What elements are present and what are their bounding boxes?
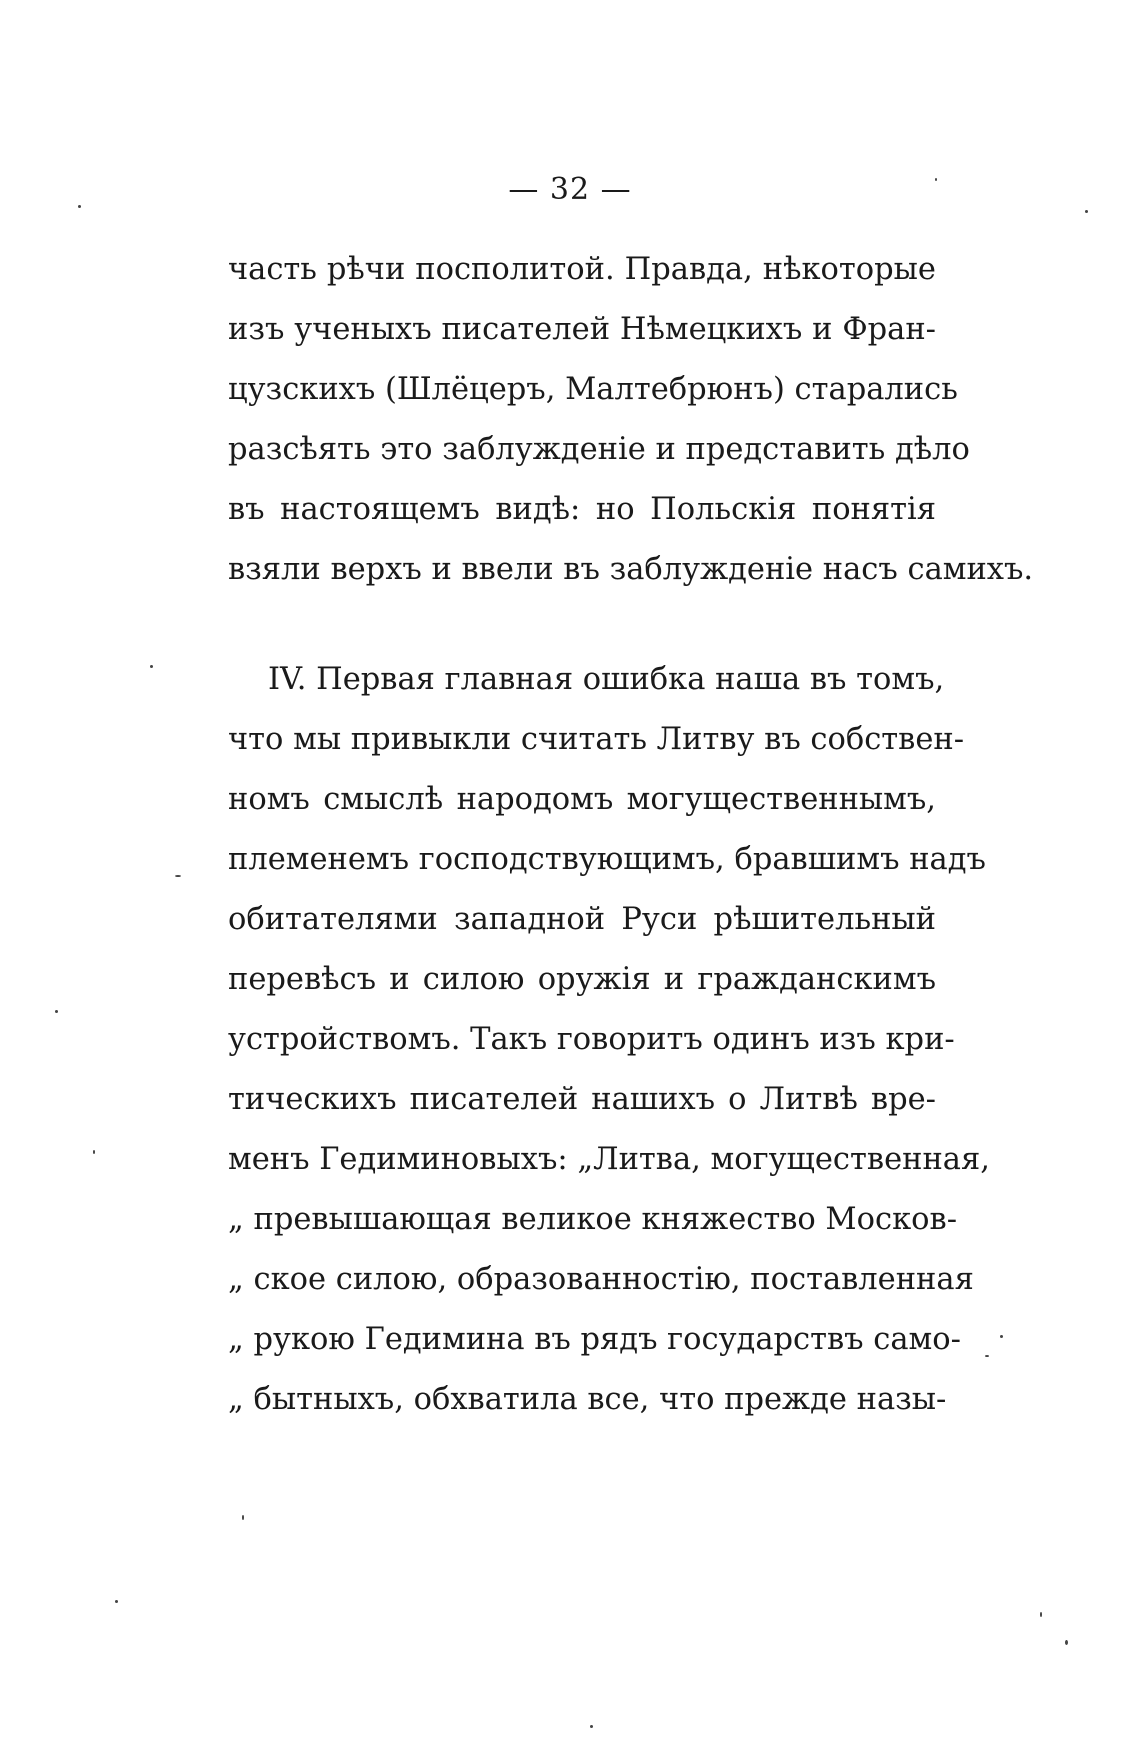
text-line: тическихъ писателей нашихъ о Литвѣ вре- bbox=[228, 1082, 936, 1117]
text-line: „ рукою Гедимина въ рядъ государствъ само- bbox=[228, 1322, 961, 1357]
text-line: „ превышающая великое княжество Москов- bbox=[228, 1202, 958, 1237]
scan-speck bbox=[935, 178, 937, 181]
scan-speck bbox=[1040, 1612, 1042, 1617]
text-line: цузскихъ (Шлёцеръ, Малтебрюнъ) старались bbox=[228, 372, 958, 407]
paragraph-2 bbox=[228, 650, 990, 1430]
scan-speck bbox=[175, 875, 181, 877]
text-line: что мы привыкли считать Литву въ собствен- bbox=[228, 722, 965, 757]
text-line: номъ смыслѣ народомъ могущественнымъ, bbox=[228, 782, 936, 817]
scan-speck bbox=[1065, 1640, 1068, 1645]
text-line: „ бытныхъ, обхватила все, что прежде назы- bbox=[228, 1382, 947, 1417]
scan-speck bbox=[93, 1150, 95, 1154]
text-line: IV. Первая главная ошибка наша въ томъ, bbox=[268, 662, 945, 697]
scan-speck bbox=[242, 1515, 244, 1520]
scan-speck bbox=[115, 1600, 118, 1603]
scan-speck bbox=[150, 665, 153, 668]
text-line: часть рѣчи посполитой. Правда, нѣкоторые bbox=[228, 252, 936, 287]
text-line: племенемъ господствующимъ, бравшимъ надъ bbox=[228, 842, 986, 877]
scan-speck bbox=[590, 1725, 593, 1728]
scan-speck bbox=[1085, 210, 1088, 213]
paragraph-1 bbox=[228, 240, 1034, 600]
text-line: изъ ученыхъ писателей Нѣмецкихъ и Фран- bbox=[228, 312, 936, 347]
page-number: — 32 — bbox=[508, 172, 632, 207]
text-line: обитателями западной Руси рѣшительный bbox=[228, 902, 936, 937]
scan-speck bbox=[78, 205, 81, 208]
text-line: устройствомъ. Такъ говоритъ одинъ изъ кри- bbox=[228, 1022, 955, 1057]
text-line: менъ Гедиминовыхъ: „Литва, могущественная, bbox=[228, 1142, 990, 1177]
text-line: разсѣять это заблужденіе и представить дѣло bbox=[228, 432, 970, 467]
text-line: взяли верхъ и ввели въ заблужденіе насъ самихъ. bbox=[228, 552, 1034, 587]
scan-speck bbox=[985, 1355, 989, 1357]
text-line: „ ское силою, образованностію, поставленная bbox=[228, 1262, 974, 1297]
scan-speck bbox=[55, 1010, 58, 1013]
text-line: въ настоящемъ видѣ: но Польскія понятія bbox=[228, 492, 936, 527]
scan-speck bbox=[1000, 1335, 1003, 1338]
text-line: перевѣсъ и силою оружія и гражданскимъ bbox=[228, 962, 936, 997]
